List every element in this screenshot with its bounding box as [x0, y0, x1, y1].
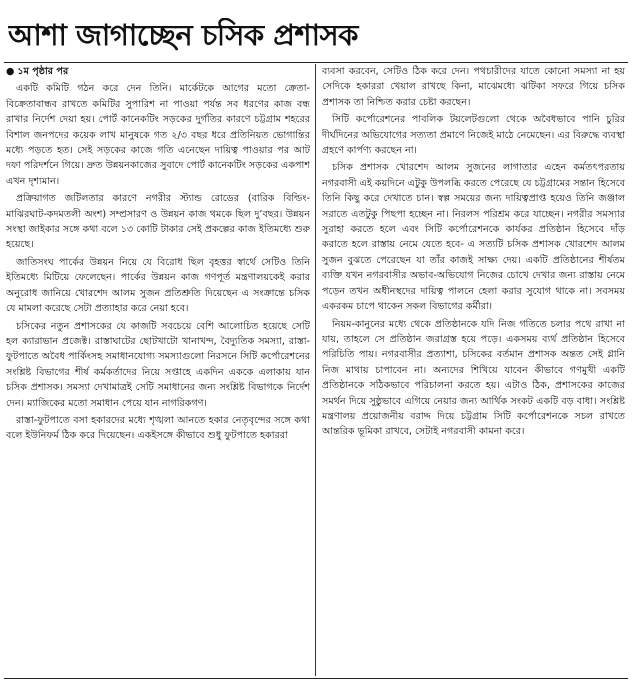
paragraph: ব্যবসা করবেন, সেটিও ঠিক করে দেন। পথচারীদের যাতে কোনো সমস্যা না হয় সেদিকে হকাররা খেয়াল রাখছে কিনা, মাঝেমধ্যে ঝটিকা সফরে গিয়ে চসিক প্রশাসক তা নিশ্চিত করার চেষ্টা করছেন।	[322, 66, 625, 108]
column-divider	[315, 64, 316, 676]
right-column	[322, 64, 625, 676]
paragraph: চসিকের নতুন প্রশাসকের যে কাজটি সবচেয়ে বেশি আলোচিত হয়েছে সেটি হল ক্যারাভান প্রজেক্ট। রাস্তাঘাটের ছোটখাটো খানাখন্দ, বৈদ্যুতিক সমস্যা, রাস্তা-ফুটপাতে অবৈধ পার্কিংসহ সমাধানযোগ্য সমস্যাগুলো নিরসনে সিটি কর্পোরেশনের সংশ্লিষ্ট বিভাগের শীর্ষ কর্মকর্তাদের নিয়ে সপ্তাহে একদিন এককে এলাকায় যান চসিক প্রশাসক। সমস্যা দেখামাত্রই সেটি সমাধানের জন্য সংশ্লিষ্ট বিভাগকে নির্দেশ দেন। ম্যাজিকের মতো সমাধান পেয়ে যান নাগরিকগণ।	[6, 320, 310, 409]
left-column	[6, 64, 310, 676]
paragraph: নিয়ম-কানুনের মধ্যে থেকে প্রতিষ্ঠানকে যদি নিজ গতিতে চলার পথে রাখা না যায়, তাহলে সে প্রতিষ্ঠান জরাগ্রস্ত হয়ে পড়ে। একসময় ব্যর্থ প্রতিষ্ঠান হিসেবে পরিচিতি পায়। নগরবাসীর প্রত্যাশা, চসিকের বর্তমান প্রশাসক অন্তত সেই গ্লানি নিজ মাথায় চাপাবেন না। অন্যদের শিখিয়ে যাবেন কীভাবে গণমুখী একটি প্রতিষ্ঠানকে সঠিকভাবে পরিচালনা করতে হয়। এটাও ঠিক, প্রশাসকের কাজের সমর্থন দিয়ে সুষ্ঠুভাবে এগিয়ে নেয়ার জন্য আর্থিক সংকট একটি বড় বাধা। সংশ্লিষ্ট মন্ত্রণালয় প্রয়োজনীয় বরাদ্দ দিয়ে চট্টগ্রাম সিটি কর্পোরেশনকে সচল রাখতে আন্তরিক ভূমিকা রাখবে, সেটাই নগরবাসী কামনা করে।	[322, 318, 625, 438]
bottom-rule	[4, 678, 628, 679]
paragraph: রাস্তা-ফুটপাতে বসা হকারদের মধ্যে শৃঙ্খলা আনতে হকার নেতৃবৃন্দের সঙ্গে কথা বলে ইউনিফর্ম ঠিক করে দিয়েছেন। একইসঙ্গে কীভাবে শুধু ফুটপাতে হকাররা	[6, 414, 310, 442]
paragraph: চসিক প্রশাসক খোরশেদ আলম সুজনের লাগাতার এহেন কর্মতৎপরতায় নগরবাসী এই কয়দিনে এটুকু উপলব্ধি করতে পেরেছে যে চট্টগ্রামের সন্তান হিসেবে তিনি কিছু করে দেখাতে চান। স্বল্প সময়ের জন্য দায়িত্বপ্রাপ্ত হয়েও তিনি জঞ্জাল সরাতে এতটুকু পিছপা হচ্ছেন না। নিরলস পরিশ্রম করে যাচ্ছেন। নগরীর সমস্যার সুরাহা করতে হলে এবং সিটি কর্পোরেশনকে কার্যকর প্রতিষ্ঠান হিসেবে দাঁড় করাতে হলে রাস্তায় নেমে যেতে হবে- এ সত্যটি চসিক প্রশাসক খোরশেদ আলম সুজন বুঝতে পেরেছেন যা তাঁর কাজই সাক্ষ্য দেয়। একটি প্রতিষ্ঠানের শীর্ষতম ব্যক্তি যখন নগরবাসীর অভাব-অভিযোগ নিজের চোখে দেখার জন্য রাস্তায় নেমে পড়েন তখন অধীনস্থদের দায়িত্ব পালনে হেলা করার সুযোগ থাকে না। সবসময় একরকম চাপে থাকেন সকল বিভাগের কর্মীরা।	[322, 162, 625, 313]
headline: আশা জাগাচ্ছেন চসিক প্রশাসক	[8, 18, 358, 52]
paragraph: প্রক্রিয়াগত জটিলতার কারণে নগরীর স্ট্যান্ড রোডের (বারিক বিল্ডিং-মাঝিরঘাট-কদমতলী অংশ) সম্প্রসারণ ও উন্নয়ন কাজ থমকে ছিল দু’বছর। উন্নয়ন সংস্থা জাইকার সঙ্গে কথা বলে ১৩ কোটি টাকার সেই প্রকল্পের কাজ ইতিমধ্যে শুরু হয়েছে।	[6, 193, 310, 251]
bullet-icon: ●	[6, 66, 15, 77]
continued-label	[6, 64, 310, 79]
continued-text: ১ম পৃষ্ঠার পর	[17, 66, 69, 77]
paragraph: সিটি কর্পোরেশনের পাবলিক টয়লেটগুলো থেকে অবৈধভাবে পানি চুরির দীর্ঘদিনের অভিযোগের সত্যতা প্রমাণে নিজেই মাঠে নেমেছেন। এর বিরুদ্ধে ব্যবস্থা গ্রহণে কার্পণ্য করছেন না।	[322, 114, 625, 157]
paragraph: একটি কমিটি গঠন করে দেন তিনি। মার্কেটকে আগের মতো ক্রেতা-বিক্রেতাবান্ধব রাখতে কমিটির সুপারিশ না পাওয়া পর্যন্ত সব ধরণের কাজ বন্ধ রাখার নির্দেশ দেয়া হয়। পোর্ট কানেকটিং সড়কের দুর্গতির কারণে চট্টগ্রাম শহরের বিশাল জনপদের কয়েক লাখ মানুষকে গত ২/৩ বছর ধরে প্রতিনিয়ত ভোগান্তির মধ্যে পড়তে হত। সেই সড়কের কাজে গতি এনেছেন দায়িত্ব পাওয়ার পর আট দফা পরিদর্শনে গিয়ে। দ্রুত উন্নয়নকাজের সুবাদে পোর্ট কানেকটিং সড়কের একপাশ এখন দৃশ্যমান।	[6, 83, 310, 187]
headline-rule	[4, 62, 628, 63]
paragraph: জাতিসংঘ পার্কের উন্নয়ন নিয়ে যে বিরোধ ছিল বৃহত্তর স্বার্থে সেটিও তিনি ইতিমধ্যে মিটিয়ে ফেলেছেন। পার্কের উন্নয়ন কাজ গণপূর্ত মন্ত্রণালয়কেই করার অনুরোধ জানিয়ে খোরশেদ আলম সুজন প্রতিশ্রুতি দিয়েছেন এ সংক্রান্তে চসিক যে মামলা করেছে সেটা প্রত্যাহার করে নেয়া হবে।	[6, 256, 310, 315]
